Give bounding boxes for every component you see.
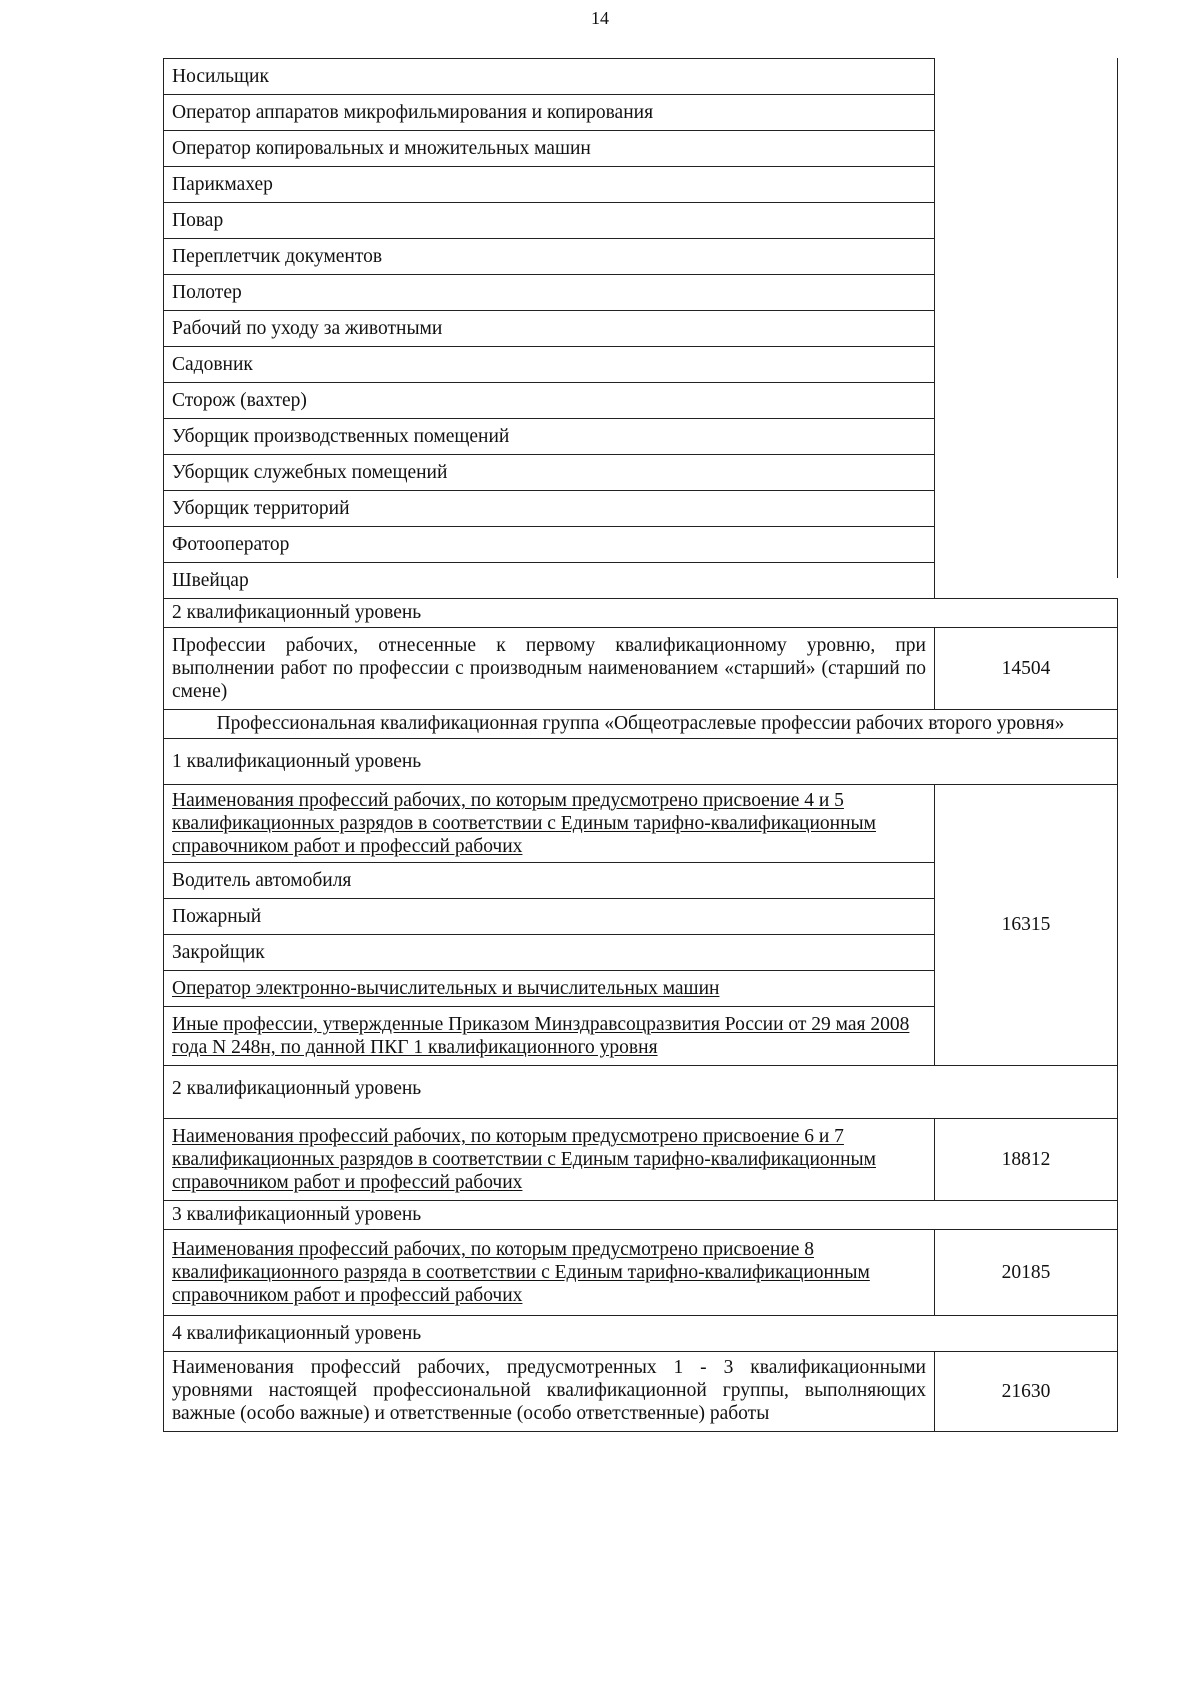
table-row xyxy=(164,1201,1118,1230)
level-description: Профессии рабочих, отнесенные к первому квалификационному уровню, при выполнении работ по профессии с производным наименованием «старший» (старший по смене) xyxy=(164,628,935,710)
salary-value: 14504 xyxy=(935,628,1118,710)
page-number: 14 xyxy=(591,8,609,28)
table-row xyxy=(164,739,1118,785)
profession-name: Оператор электронно-вычислительных и вычислительных машин xyxy=(164,971,935,1007)
salary-value: 16315 xyxy=(935,785,1118,1066)
level-description: Наименования профессий рабочих, по которым предусмотрено присвоение 6 и 7 квалификационных разрядов в соответствии с Единым тарифно-квалификационным справочником работ и профессий рабочих xyxy=(164,1119,935,1201)
qualification-level-heading: 1 квалификационный уровень xyxy=(164,739,1118,785)
qualification-level-heading: 2 квалификационный уровень xyxy=(164,1066,1118,1119)
profession-name: Швейцар xyxy=(164,563,935,599)
profession-name: Уборщик производственных помещений xyxy=(164,419,935,455)
profession-name: Рабочий по уходу за животными xyxy=(164,311,935,347)
profession-name: Повар xyxy=(164,203,935,239)
table-row xyxy=(164,628,1118,710)
table-row xyxy=(164,1066,1118,1119)
profession-name: Уборщик служебных помещений xyxy=(164,455,935,491)
profession-name: Садовник xyxy=(164,347,935,383)
profession-name: Полотер xyxy=(164,275,935,311)
table-row xyxy=(164,1316,1118,1352)
salary-value: 18812 xyxy=(935,1119,1118,1201)
table-row xyxy=(164,599,1118,628)
table-row xyxy=(164,1230,1118,1316)
table-row xyxy=(164,59,1118,95)
level-description: Наименования профессий рабочих, предусмотренных 1 - 3 квалификационными уровнями настоящей профессиональной квалификационной группы, выполняющих важные (особо важные) и ответственные (особо ответственные) работы xyxy=(164,1352,935,1432)
profession-name: Водитель автомобиля xyxy=(164,863,935,899)
salary-value: 20185 xyxy=(935,1230,1118,1316)
qualification-level-heading: 4 квалификационный уровень xyxy=(164,1316,1118,1352)
profession-name: Парикмахер xyxy=(164,167,935,203)
empty-value-cell xyxy=(935,59,1118,599)
qualification-level-heading: 2 квалификационный уровень xyxy=(164,599,1118,628)
table-row xyxy=(164,1119,1118,1201)
level-description: Наименования профессий рабочих, по которым предусмотрено присвоение 4 и 5 квалификационных разрядов в соответствии с Единым тарифно-квалификационным справочником работ и профессий рабочих xyxy=(164,785,935,863)
table-row xyxy=(164,710,1118,739)
profession-name: Фотооператор xyxy=(164,527,935,563)
profession-name: Переплетчик документов xyxy=(164,239,935,275)
profession-name: Оператор копировальных и множительных машин xyxy=(164,131,935,167)
level-description: Иные профессии, утвержденные Приказом Минздравсоцразвития России от 29 мая 2008 года N 248н, по данной ПКГ 1 квалификационного уровня xyxy=(164,1007,935,1066)
qualification-level-heading: 3 квалификационный уровень xyxy=(164,1201,1118,1230)
profession-name: Уборщик территорий xyxy=(164,491,935,527)
salary-table xyxy=(163,58,1118,1432)
table-row xyxy=(164,785,1118,863)
profession-name: Закройщик xyxy=(164,935,935,971)
professional-group-title: Профессиональная квалификационная группа «Общеотраслевые профессии рабочих второго уровня» xyxy=(164,710,1118,739)
profession-name: Сторож (вахтер) xyxy=(164,383,935,419)
profession-name: Носильщик xyxy=(164,59,935,95)
salary-value: 21630 xyxy=(935,1352,1118,1432)
profession-name: Пожарный xyxy=(164,899,935,935)
table-row xyxy=(164,1352,1118,1432)
level-description: Наименования профессий рабочих, по которым предусмотрено присвоение 8 квалификационного разряда в соответствии с Единым тарифно-квалификационным справочником работ и профессий рабочих xyxy=(164,1230,935,1316)
profession-name: Оператор аппаратов микрофильмирования и копирования xyxy=(164,95,935,131)
